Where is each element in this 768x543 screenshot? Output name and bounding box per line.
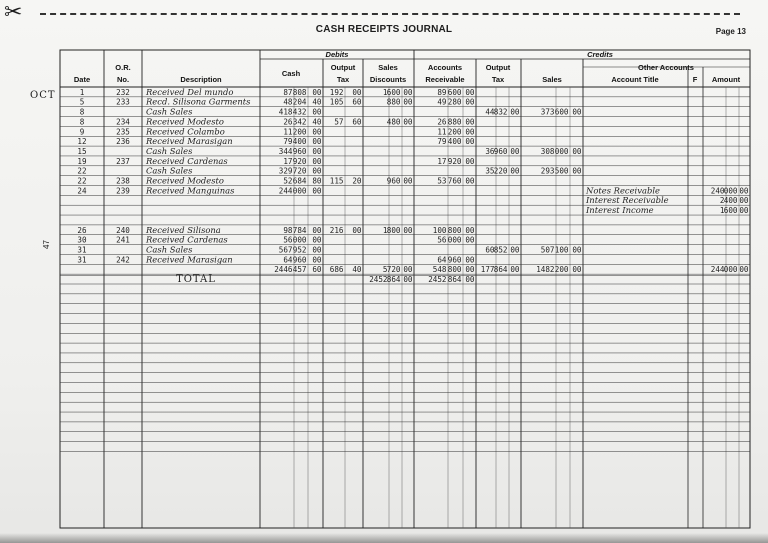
row-4-ar-amount: 880 (447, 117, 462, 127)
or-number-cell: 237 (116, 156, 130, 166)
description-cell: Cash Sales (146, 145, 193, 156)
account-title-header: Account Title (611, 75, 659, 84)
row-19-sales-amount: 200 (554, 265, 569, 275)
row-1-cash-amount: 00 (312, 87, 322, 97)
f-header: F (692, 75, 698, 84)
description-cell: Received Modesto (146, 116, 224, 127)
row-1-sd-amount: 1 (382, 87, 388, 97)
account-title-cell: Interest Receivable (586, 195, 669, 206)
row-8-ar-amount: 920 (447, 156, 462, 166)
output-tax-credit-header: Output (485, 63, 511, 72)
description-cell: Cash Sales (146, 244, 193, 255)
or-header: No. (116, 75, 130, 84)
row-17-sales-amount: 507 (540, 245, 555, 255)
description-cell: Received Modesto (146, 175, 224, 186)
scissors-icon: ✂ (4, 0, 23, 25)
sales-header: Sales (542, 75, 562, 84)
row-17-cash-amount: 00 (312, 245, 322, 255)
row-3-sales-amount: 600 (554, 107, 569, 117)
or-number-cell: 235 (116, 127, 130, 137)
row-10-otd-amount: 20 (352, 176, 362, 186)
date-cell: 12 (77, 137, 87, 147)
description-cell: Received Manguinas (146, 185, 235, 196)
row-20-sd-amount: 00 (403, 275, 413, 284)
row-16-cash-amount: 56 (283, 235, 293, 245)
row-15-cash-amount: 784 (292, 225, 307, 235)
row-4-ar-amount: 26 (437, 117, 447, 127)
row-8-ar-amount: 00 (465, 156, 475, 166)
row-17-sales-amount: 00 (572, 245, 582, 255)
account-title-cell: Interest Income (586, 205, 654, 216)
row-19-otd-amount: 40 (352, 265, 362, 275)
date-cell: 26 (77, 225, 87, 235)
row-19-sd-amount: 720 (386, 265, 401, 275)
row-12-amt-amount: 00 (739, 196, 749, 206)
row-20-sd-amount: 864 (386, 275, 401, 284)
or-number-cell: 241 (116, 235, 130, 245)
row-9-sales-amount: 00 (572, 166, 582, 176)
row-10-sd-amount: 960 (386, 176, 401, 186)
row-15-sd-amount: 1 (382, 225, 388, 235)
row-17-otc-amount: 00 (510, 245, 520, 255)
row-3-cash-amount: 00 (312, 107, 322, 117)
row-20-sd-amount: 2452 (369, 275, 388, 284)
row-10-ar-amount: 00 (465, 176, 475, 186)
row-19-ar-amount: 548 (432, 265, 447, 275)
row-4-ar-amount: 00 (465, 117, 475, 127)
row-19-otc-amount: 00 (510, 265, 520, 275)
row-4-cash-amount: 26 (283, 117, 293, 127)
row-19-ar-amount: 800 (447, 265, 462, 275)
row-6-ar-amount: 00 (465, 137, 475, 147)
description-header: Description (180, 75, 222, 84)
row-16-ar-amount: 56 (437, 235, 447, 245)
row-19-cash-amount: 60 (312, 265, 322, 275)
or-number-cell: 233 (116, 97, 130, 107)
row-10-ar-amount: 53 (437, 176, 447, 186)
row-3-sales-amount: 00 (572, 107, 582, 117)
row-10-cash-amount: 80 (312, 176, 322, 186)
row-19-sd-amount: 5 (382, 265, 388, 275)
row-19-otc-amount: 864 (493, 265, 508, 275)
row-20-ar-amount: 2452 (428, 275, 447, 284)
description-cell: Cash Sales (146, 165, 193, 176)
row-2-ar-amount: 280 (447, 97, 462, 107)
row-19-amt-amount: 244 (710, 265, 725, 275)
date-cell: 19 (77, 156, 87, 166)
row-12-amt-amount: 400 (723, 196, 738, 206)
date-header: Date (73, 75, 91, 84)
row-15-ar-amount: 100 (432, 225, 447, 235)
row-3-sales-amount: 373 (540, 107, 555, 117)
row-18-ar-amount: 00 (465, 255, 475, 265)
row-6-cash-amount: 00 (312, 137, 322, 147)
row-7-otc-amount: 960 (493, 146, 508, 156)
row-2-otd-amount: 105 (329, 97, 344, 107)
page-number: Page 13 (715, 27, 746, 36)
row-4-sd-amount: 480 (386, 117, 401, 127)
date-cell: 8 (79, 117, 85, 127)
row-12-amt-amount: 2 (719, 196, 725, 206)
row-10-cash-amount: 684 (292, 176, 307, 186)
date-cell: 9 (79, 127, 85, 137)
row-9-sales-amount: 293 (540, 166, 555, 176)
or-number-cell: 238 (116, 176, 130, 186)
other-accounts-header: Other Accounts (638, 63, 694, 72)
row-19-otd-amount: 686 (329, 265, 344, 275)
row-2-sd-amount: 00 (403, 97, 413, 107)
row-4-otd-amount: 57 (334, 117, 344, 127)
row-16-ar-amount: 00 (465, 235, 475, 245)
row-16-ar-amount: 000 (447, 235, 462, 245)
row-15-cash-amount: 00 (312, 225, 322, 235)
description-cell: Received Cardenas (146, 234, 228, 245)
date-cell: 22 (77, 176, 87, 186)
row-3-cash-amount: 432 (292, 107, 307, 117)
row-19-sd-amount: 00 (403, 265, 413, 275)
row-2-ar-amount: 00 (465, 97, 475, 107)
row-15-sd-amount: 00 (403, 225, 413, 235)
date-cell: 15 (77, 146, 87, 156)
row-11-amt-amount: 000 (723, 186, 738, 196)
row-7-otc-amount: 36 (485, 146, 495, 156)
row-8-cash-amount: 00 (312, 156, 322, 166)
row-6-cash-amount: 400 (292, 137, 307, 147)
row-11-cash-amount: 00 (312, 186, 322, 196)
row-8-cash-amount: 920 (292, 156, 307, 166)
row-10-cash-amount: 52 (283, 176, 293, 186)
row-3-otc-amount: 44 (485, 107, 495, 117)
row-18-cash-amount: 00 (312, 255, 322, 265)
month-label: OCT (30, 90, 56, 101)
debits-header: Debits (325, 50, 349, 59)
row-15-otd-amount: 216 (329, 225, 344, 235)
row-7-sales-amount: 308 (540, 146, 555, 156)
output-tax-debit-header: Output (330, 63, 356, 72)
row-5-cash-amount: 200 (292, 127, 307, 137)
date-cell: 1 (79, 87, 85, 97)
or-number-cell: 239 (116, 186, 130, 196)
date-cell: 22 (77, 166, 87, 176)
row-10-sd-amount: 00 (403, 176, 413, 186)
account-title-cell: Notes Receivable (586, 185, 660, 196)
description-cell: Received Silisona (146, 224, 221, 235)
row-20-ar-amount: 864 (447, 275, 462, 284)
row-18-cash-amount: 64 (283, 255, 293, 265)
row-3-otc-amount: 00 (510, 107, 520, 117)
row-2-cash-amount: 48 (283, 97, 293, 107)
row-17-otc-amount: 60 (485, 245, 495, 255)
row-5-cash-amount: 00 (312, 127, 322, 137)
row-9-cash-amount: 720 (292, 166, 307, 176)
row-16-cash-amount: 00 (312, 235, 322, 245)
row-15-cash-amount: 98 (283, 225, 293, 235)
row-11-cash-amount: 000 (292, 186, 307, 196)
output-tax-debit-header: Tax (336, 75, 350, 84)
row-15-sd-amount: 800 (386, 225, 401, 235)
sales-discounts-header: Discounts (369, 75, 407, 84)
description-cell: Recd. Silisona Garments (146, 96, 251, 107)
row-20-ar-amount: 00 (465, 275, 475, 284)
row-1-sd-amount: 00 (403, 87, 413, 97)
row-19-sales-amount: 00 (572, 265, 582, 275)
total-label: TOTAL (176, 274, 216, 285)
row-10-ar-amount: 760 (447, 176, 462, 186)
date-cell: 5 (79, 97, 85, 107)
row-2-cash-amount: 40 (312, 97, 322, 107)
description-cell: Cash Sales (146, 106, 193, 117)
row-9-sales-amount: 500 (554, 166, 569, 176)
row-4-cash-amount: 40 (312, 117, 322, 127)
page-shadow (0, 533, 768, 543)
row-11-amt-amount: 00 (739, 186, 749, 196)
row-9-otc-amount: 35 (485, 166, 495, 176)
description-cell: Received Cardenas (146, 155, 228, 166)
row-15-otd-amount: 00 (352, 225, 362, 235)
amount-header: Amount (711, 75, 741, 84)
date-cell: 24 (77, 186, 87, 196)
output-tax-credit-header: Tax (491, 75, 505, 84)
or-number-cell: 240 (116, 225, 130, 235)
row-4-sd-amount: 00 (403, 117, 413, 127)
row-13-amt-amount: 00 (739, 206, 749, 216)
row-9-otc-amount: 00 (510, 166, 520, 176)
or-number-cell: 234 (116, 117, 130, 127)
credits-header: Credits (587, 50, 613, 59)
row-17-otc-amount: 852 (493, 245, 508, 255)
row-11-cash-amount: 244 (278, 186, 293, 196)
row-19-amt-amount: 00 (739, 265, 749, 275)
row-7-cash-amount: 00 (312, 146, 322, 156)
row-15-ar-amount: 800 (447, 225, 462, 235)
row-9-otc-amount: 220 (493, 166, 508, 176)
row-16-cash-amount: 000 (292, 235, 307, 245)
row-7-cash-amount: 344 (278, 146, 293, 156)
row-9-cash-amount: 329 (278, 166, 293, 176)
row-1-sd-amount: 600 (386, 87, 401, 97)
row-6-ar-amount: 79 (437, 137, 447, 147)
row-3-otc-amount: 832 (493, 107, 508, 117)
row-8-ar-amount: 17 (437, 156, 447, 166)
or-number-cell: 232 (116, 87, 130, 97)
row-2-sd-amount: 880 (386, 97, 401, 107)
row-5-ar-amount: 200 (447, 127, 462, 137)
date-cell: 8 (79, 107, 85, 117)
row-19-amt-amount: 000 (723, 265, 738, 275)
row-8-cash-amount: 17 (283, 156, 293, 166)
accounts-receivable-header: Receivable (425, 75, 465, 84)
date-cell: 31 (77, 255, 87, 265)
row-7-cash-amount: 960 (292, 146, 307, 156)
description-cell: Received Marasigan (146, 254, 233, 265)
or-header: O.R. (115, 63, 131, 72)
row-2-otd-amount: 60 (352, 97, 362, 107)
row-1-cash-amount: 87 (283, 87, 293, 97)
row-1-ar-amount: 89 (437, 87, 447, 97)
description-cell: Received Colambo (146, 126, 225, 137)
row-10-otd-amount: 115 (329, 176, 344, 186)
or-number-cell: 242 (116, 255, 130, 265)
row-4-cash-amount: 342 (292, 117, 307, 127)
row-1-cash-amount: 808 (292, 87, 307, 97)
cash-header: Cash (281, 69, 301, 78)
row-19-ar-amount: 00 (465, 265, 475, 275)
row-11-amt-amount: 240 (710, 186, 725, 196)
sales-discounts-header: Sales (378, 63, 398, 72)
description-cell: Received Del mundo (146, 86, 234, 97)
row-5-ar-amount: 00 (465, 127, 475, 137)
or-number-cell: 236 (116, 137, 130, 147)
row-13-amt-amount: 1 (719, 206, 725, 216)
date-cell: 30 (77, 235, 87, 245)
row-19-cash-amount: 2446 (274, 265, 293, 275)
row-19-otc-amount: 177 (480, 265, 495, 275)
accounts-receivable-header: Accounts (427, 63, 463, 72)
row-17-sales-amount: 100 (554, 245, 569, 255)
row-1-otd-amount: 00 (352, 87, 362, 97)
row-17-cash-amount: 567 (278, 245, 293, 255)
side-note: 47 (41, 240, 51, 249)
row-5-cash-amount: 11 (283, 127, 293, 137)
row-18-ar-amount: 960 (447, 255, 462, 265)
row-19-sales-amount: 1482 (536, 265, 555, 275)
row-9-cash-amount: 00 (312, 166, 322, 176)
row-6-ar-amount: 400 (447, 137, 462, 147)
row-4-otd-amount: 60 (352, 117, 362, 127)
row-6-cash-amount: 79 (283, 137, 293, 147)
row-18-cash-amount: 960 (292, 255, 307, 265)
row-3-cash-amount: 418 (278, 107, 293, 117)
row-17-cash-amount: 952 (292, 245, 307, 255)
row-1-ar-amount: 600 (447, 87, 462, 97)
page-title: CASH RECEIPTS JOURNAL (315, 24, 453, 35)
row-19-cash-amount: 457 (292, 265, 307, 275)
row-5-ar-amount: 11 (437, 127, 447, 137)
row-7-sales-amount: 00 (572, 146, 582, 156)
row-7-otc-amount: 00 (510, 146, 520, 156)
row-2-ar-amount: 49 (437, 97, 447, 107)
row-2-cash-amount: 204 (292, 97, 307, 107)
row-15-ar-amount: 00 (465, 225, 475, 235)
row-7-sales-amount: 000 (554, 146, 569, 156)
row-13-amt-amount: 600 (723, 206, 738, 216)
row-1-ar-amount: 00 (465, 87, 475, 97)
date-cell: 31 (77, 245, 87, 255)
description-cell: Received Marasigan (146, 136, 233, 147)
row-1-otd-amount: 192 (329, 87, 344, 97)
row-18-ar-amount: 64 (437, 255, 447, 265)
